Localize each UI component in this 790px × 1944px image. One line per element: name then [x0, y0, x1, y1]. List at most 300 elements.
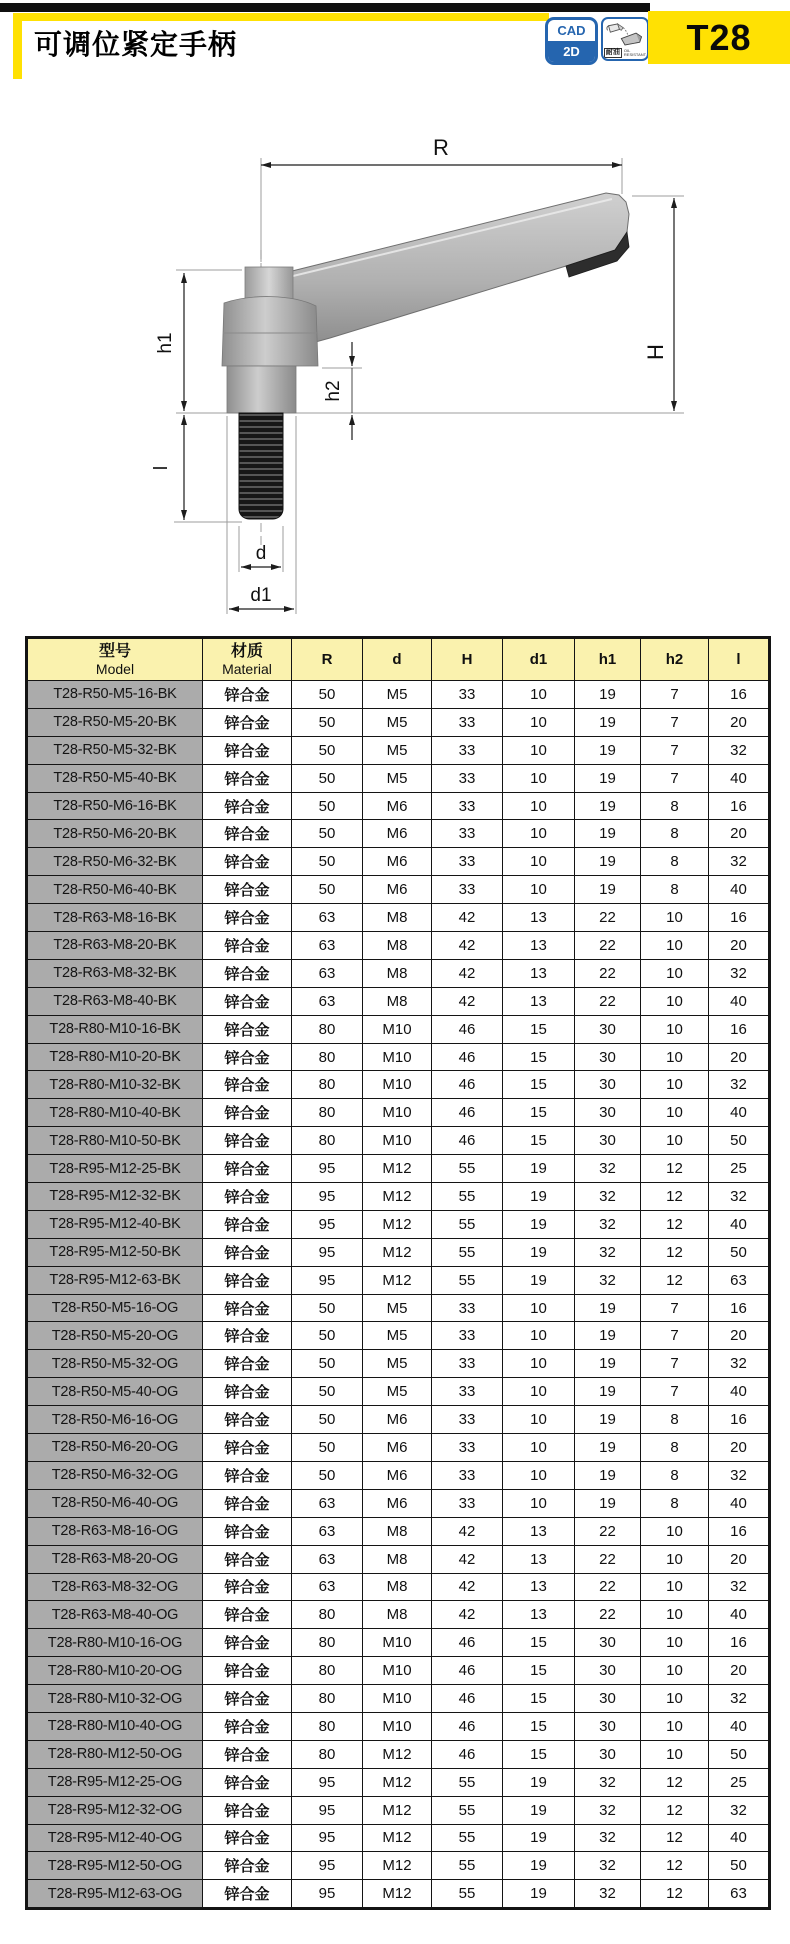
value-cell: M5 [363, 1322, 432, 1350]
value-cell: 7 [641, 1322, 709, 1350]
value-cell: 16 [709, 1517, 770, 1545]
value-cell: 22 [575, 904, 641, 932]
value-cell: 19 [575, 792, 641, 820]
table-row [27, 1294, 770, 1322]
value-cell: M6 [363, 1406, 432, 1434]
lower-hub [227, 366, 296, 413]
dim-label-d: d [255, 543, 267, 564]
value-cell: M6 [363, 1434, 432, 1462]
table-row [27, 1461, 770, 1489]
value-cell: 33 [432, 1489, 503, 1517]
value-cell: 42 [432, 1517, 503, 1545]
value-cell: 12 [641, 1266, 709, 1294]
value-cell: 42 [432, 1545, 503, 1573]
value-cell: 13 [503, 932, 575, 960]
material-cell: 锌合金 [203, 1740, 292, 1768]
value-cell: 80 [292, 1601, 363, 1629]
table-row [27, 1601, 770, 1629]
value-cell: 22 [575, 959, 641, 987]
model-cell: T28-R80-M10-50-BK [27, 1127, 203, 1155]
model-cell: T28-R50-M5-32-OG [27, 1350, 203, 1378]
value-cell: 19 [503, 1183, 575, 1211]
value-cell: 10 [503, 1406, 575, 1434]
value-cell: 33 [432, 1406, 503, 1434]
value-cell: 33 [432, 681, 503, 709]
spec-table [25, 636, 771, 1910]
value-cell: 13 [503, 959, 575, 987]
material-cell: 锌合金 [203, 932, 292, 960]
material-cell: 锌合金 [203, 1629, 292, 1657]
value-cell: 19 [575, 1406, 641, 1434]
value-cell: M10 [363, 1099, 432, 1127]
value-cell: 10 [641, 959, 709, 987]
material-cell: 锌合金 [203, 959, 292, 987]
value-cell: 15 [503, 1685, 575, 1713]
value-cell: 15 [503, 1071, 575, 1099]
value-cell: 50 [292, 1350, 363, 1378]
value-cell: 30 [575, 1712, 641, 1740]
value-cell: 50 [292, 1294, 363, 1322]
technical-drawing [0, 0, 790, 632]
model-cell: T28-R50-M6-16-OG [27, 1406, 203, 1434]
value-cell: 16 [709, 1406, 770, 1434]
value-cell: 55 [432, 1183, 503, 1211]
value-cell: 40 [709, 1378, 770, 1406]
value-cell: 63 [292, 987, 363, 1015]
value-cell: 20 [709, 820, 770, 848]
value-cell: 32 [709, 1573, 770, 1601]
value-cell: 13 [503, 1517, 575, 1545]
value-cell: M5 [363, 764, 432, 792]
value-cell: 40 [709, 1824, 770, 1852]
value-cell: M12 [363, 1880, 432, 1909]
value-cell: 50 [292, 1434, 363, 1462]
value-cell: 10 [641, 1043, 709, 1071]
table-row [27, 1573, 770, 1601]
table-row [27, 1517, 770, 1545]
value-cell: 46 [432, 1127, 503, 1155]
value-cell: 95 [292, 1155, 363, 1183]
value-cell: 10 [641, 1517, 709, 1545]
value-cell: 22 [575, 1573, 641, 1601]
value-cell: 46 [432, 1099, 503, 1127]
value-cell: 42 [432, 959, 503, 987]
value-cell: 33 [432, 1294, 503, 1322]
page-title: 可调位紧定手柄 [34, 29, 238, 60]
value-cell: 7 [641, 708, 709, 736]
value-cell: 20 [709, 1545, 770, 1573]
table-row [27, 792, 770, 820]
value-cell: M12 [363, 1824, 432, 1852]
value-cell: 50 [292, 1322, 363, 1350]
value-cell: 32 [709, 959, 770, 987]
model-cell: T28-R95-M12-50-BK [27, 1238, 203, 1266]
material-cell: 锌合金 [203, 1015, 292, 1043]
value-cell: 15 [503, 1015, 575, 1043]
value-cell: 42 [432, 904, 503, 932]
value-cell: 63 [292, 1517, 363, 1545]
value-cell: 46 [432, 1629, 503, 1657]
value-cell: 32 [709, 1685, 770, 1713]
value-cell: M12 [363, 1768, 432, 1796]
value-cell: 50 [292, 708, 363, 736]
value-cell: 10 [641, 1629, 709, 1657]
value-cell: M8 [363, 959, 432, 987]
value-cell: 50 [709, 1238, 770, 1266]
table-row [27, 1071, 770, 1099]
material-cell: 锌合金 [203, 1378, 292, 1406]
model-cell: T28-R63-M8-32-OG [27, 1573, 203, 1601]
material-cell: 锌合金 [203, 1545, 292, 1573]
value-cell: 63 [709, 1266, 770, 1294]
value-cell: M10 [363, 1127, 432, 1155]
table-row [27, 1545, 770, 1573]
value-cell: 33 [432, 1350, 503, 1378]
material-cell: 锌合金 [203, 1210, 292, 1238]
value-cell: 10 [503, 736, 575, 764]
model-cell: T28-R50-M5-16-BK [27, 681, 203, 709]
value-cell: 16 [709, 1294, 770, 1322]
value-cell: 95 [292, 1238, 363, 1266]
value-cell: 13 [503, 904, 575, 932]
value-cell: M10 [363, 1043, 432, 1071]
value-cell: M10 [363, 1712, 432, 1740]
value-cell: 55 [432, 1824, 503, 1852]
value-cell: 40 [709, 1489, 770, 1517]
value-cell: 15 [503, 1043, 575, 1071]
model-cell: T28-R95-M12-25-OG [27, 1768, 203, 1796]
value-cell: 50 [292, 820, 363, 848]
value-cell: 13 [503, 1573, 575, 1601]
value-cell: 32 [575, 1155, 641, 1183]
value-cell: 95 [292, 1880, 363, 1909]
value-cell: 15 [503, 1127, 575, 1155]
column-header: d1 [503, 638, 575, 681]
model-cell: T28-R95-M12-25-BK [27, 1155, 203, 1183]
value-cell: 80 [292, 1071, 363, 1099]
value-cell: 46 [432, 1015, 503, 1043]
model-cell: T28-R50-M6-20-BK [27, 820, 203, 848]
model-cell: T28-R95-M12-63-OG [27, 1880, 203, 1909]
value-cell: 32 [709, 1071, 770, 1099]
value-cell: 13 [503, 1545, 575, 1573]
value-cell: 40 [709, 1601, 770, 1629]
value-cell: M10 [363, 1071, 432, 1099]
material-cell: 锌合金 [203, 1685, 292, 1713]
value-cell: 30 [575, 1629, 641, 1657]
value-cell: 22 [575, 1517, 641, 1545]
material-cell: 锌合金 [203, 736, 292, 764]
value-cell: 40 [709, 987, 770, 1015]
material-cell: 锌合金 [203, 1266, 292, 1294]
value-cell: 32 [575, 1880, 641, 1909]
material-cell: 锌合金 [203, 1294, 292, 1322]
oil-resistant-en-label: OIL RESISTANT [623, 48, 647, 57]
model-cell: T28-R95-M12-40-BK [27, 1210, 203, 1238]
value-cell: 19 [575, 1294, 641, 1322]
value-cell: 7 [641, 1350, 709, 1378]
value-cell: 80 [292, 1712, 363, 1740]
value-cell: 32 [709, 1796, 770, 1824]
value-cell: 10 [503, 792, 575, 820]
value-cell: 10 [641, 1657, 709, 1685]
value-cell: 80 [292, 1657, 363, 1685]
value-cell: 42 [432, 1601, 503, 1629]
value-cell: M8 [363, 1573, 432, 1601]
value-cell: 8 [641, 1434, 709, 1462]
value-cell: 80 [292, 1629, 363, 1657]
value-cell: 10 [503, 708, 575, 736]
model-cell: T28-R63-M8-20-OG [27, 1545, 203, 1573]
table-row [27, 987, 770, 1015]
table-row [27, 904, 770, 932]
value-cell: 19 [503, 1824, 575, 1852]
value-cell: 7 [641, 764, 709, 792]
value-cell: 63 [292, 1489, 363, 1517]
value-cell: 63 [292, 1573, 363, 1601]
value-cell: 46 [432, 1712, 503, 1740]
material-cell: 锌合金 [203, 1517, 292, 1545]
column-header: h1 [575, 638, 641, 681]
value-cell: 42 [432, 987, 503, 1015]
value-cell: 20 [709, 932, 770, 960]
value-cell: 15 [503, 1099, 575, 1127]
value-cell: 30 [575, 1740, 641, 1768]
value-cell: 13 [503, 1601, 575, 1629]
model-cell: T28-R63-M8-16-BK [27, 904, 203, 932]
material-cell: 锌合金 [203, 1489, 292, 1517]
value-cell: 33 [432, 792, 503, 820]
table-row [27, 1657, 770, 1685]
value-cell: 20 [709, 1434, 770, 1462]
value-cell: 33 [432, 848, 503, 876]
value-cell: M6 [363, 1489, 432, 1517]
value-cell: M6 [363, 1461, 432, 1489]
value-cell: 10 [503, 764, 575, 792]
value-cell: 22 [575, 987, 641, 1015]
value-cell: M8 [363, 1517, 432, 1545]
table-row [27, 848, 770, 876]
material-cell: 锌合金 [203, 987, 292, 1015]
column-header: h2 [641, 638, 709, 681]
value-cell: 50 [709, 1852, 770, 1880]
model-cell: T28-R50-M6-32-BK [27, 848, 203, 876]
value-cell: M8 [363, 1545, 432, 1573]
product-code: T28 [686, 16, 752, 58]
value-cell: 10 [503, 1461, 575, 1489]
value-cell: 32 [709, 1183, 770, 1211]
value-cell: M6 [363, 876, 432, 904]
value-cell: 10 [641, 1545, 709, 1573]
material-cell: 锌合金 [203, 1322, 292, 1350]
value-cell: 55 [432, 1768, 503, 1796]
value-cell: 8 [641, 1461, 709, 1489]
value-cell: 46 [432, 1071, 503, 1099]
value-cell: 12 [641, 1155, 709, 1183]
value-cell: 19 [575, 1489, 641, 1517]
material-cell: 锌合金 [203, 1127, 292, 1155]
value-cell: 33 [432, 736, 503, 764]
dim-label-R: R [433, 135, 449, 160]
value-cell: 19 [503, 1238, 575, 1266]
table-row [27, 1489, 770, 1517]
value-cell: M10 [363, 1015, 432, 1043]
value-cell: 10 [503, 848, 575, 876]
table-row [27, 1712, 770, 1740]
table-row [27, 959, 770, 987]
table-row [27, 1099, 770, 1127]
value-cell: 50 [292, 1378, 363, 1406]
value-cell: 50 [292, 792, 363, 820]
column-header: 型号 Model [27, 638, 203, 681]
value-cell: 16 [709, 792, 770, 820]
model-cell: T28-R80-M10-16-BK [27, 1015, 203, 1043]
value-cell: M12 [363, 1210, 432, 1238]
value-cell: 32 [575, 1852, 641, 1880]
material-cell: 锌合金 [203, 1768, 292, 1796]
value-cell: 95 [292, 1210, 363, 1238]
value-cell: 10 [503, 876, 575, 904]
value-cell: M12 [363, 1740, 432, 1768]
value-cell: 32 [575, 1824, 641, 1852]
table-row [27, 1685, 770, 1713]
value-cell: 50 [709, 1740, 770, 1768]
table-row [27, 1183, 770, 1211]
value-cell: 50 [292, 876, 363, 904]
value-cell: 19 [503, 1768, 575, 1796]
value-cell: 32 [709, 1350, 770, 1378]
value-cell: 8 [641, 792, 709, 820]
value-cell: 33 [432, 820, 503, 848]
material-cell: 锌合金 [203, 792, 292, 820]
value-cell: 19 [575, 848, 641, 876]
value-cell: 40 [709, 764, 770, 792]
column-header: R [292, 638, 363, 681]
material-cell: 锌合金 [203, 1406, 292, 1434]
value-cell: 32 [575, 1266, 641, 1294]
value-cell: 16 [709, 681, 770, 709]
value-cell: 50 [292, 681, 363, 709]
table-row [27, 1266, 770, 1294]
model-cell: T28-R95-M12-50-OG [27, 1852, 203, 1880]
material-cell: 锌合金 [203, 1043, 292, 1071]
column-header: l [709, 638, 770, 681]
material-cell: 锌合金 [203, 681, 292, 709]
value-cell: 22 [575, 932, 641, 960]
value-cell: M8 [363, 904, 432, 932]
value-cell: 40 [709, 1210, 770, 1238]
value-cell: 13 [503, 987, 575, 1015]
value-cell: 19 [503, 1155, 575, 1183]
material-cell: 锌合金 [203, 876, 292, 904]
value-cell: 55 [432, 1238, 503, 1266]
column-header: d [363, 638, 432, 681]
model-cell: T28-R50-M6-40-OG [27, 1489, 203, 1517]
value-cell: 10 [503, 1378, 575, 1406]
value-cell: 19 [575, 1434, 641, 1462]
table-header-row [27, 638, 770, 681]
model-cell: T28-R50-M6-40-BK [27, 876, 203, 904]
value-cell: 19 [575, 820, 641, 848]
value-cell: 20 [709, 708, 770, 736]
material-cell: 锌合金 [203, 1434, 292, 1462]
value-cell: 55 [432, 1155, 503, 1183]
value-cell: 8 [641, 1489, 709, 1517]
dim-label-h1: h1 [155, 332, 176, 354]
value-cell: 19 [503, 1880, 575, 1909]
value-cell: 32 [575, 1796, 641, 1824]
value-cell: 10 [641, 1573, 709, 1601]
table-row [27, 1740, 770, 1768]
value-cell: 30 [575, 1071, 641, 1099]
value-cell: M5 [363, 1378, 432, 1406]
material-cell: 锌合金 [203, 1796, 292, 1824]
value-cell: 7 [641, 1378, 709, 1406]
model-cell: T28-R80-M10-20-OG [27, 1657, 203, 1685]
table-row [27, 1434, 770, 1462]
model-cell: T28-R80-M10-40-OG [27, 1712, 203, 1740]
value-cell: 50 [292, 848, 363, 876]
table-row [27, 876, 770, 904]
value-cell: 33 [432, 876, 503, 904]
value-cell: 12 [641, 1880, 709, 1909]
value-cell: 12 [641, 1796, 709, 1824]
value-cell: 63 [292, 959, 363, 987]
value-cell: M12 [363, 1266, 432, 1294]
value-cell: M6 [363, 792, 432, 820]
value-cell: 16 [709, 1629, 770, 1657]
value-cell: 10 [641, 987, 709, 1015]
material-cell: 锌合金 [203, 1099, 292, 1127]
value-cell: 50 [292, 1406, 363, 1434]
value-cell: 95 [292, 1852, 363, 1880]
value-cell: M12 [363, 1183, 432, 1211]
model-cell: T28-R50-M6-16-BK [27, 792, 203, 820]
table-row [27, 736, 770, 764]
value-cell: 10 [641, 1740, 709, 1768]
value-cell: 19 [503, 1852, 575, 1880]
value-cell: 22 [575, 1601, 641, 1629]
model-cell: T28-R80-M10-32-BK [27, 1071, 203, 1099]
value-cell: 46 [432, 1657, 503, 1685]
model-cell: T28-R95-M12-32-BK [27, 1183, 203, 1211]
value-cell: 50 [292, 764, 363, 792]
value-cell: 63 [292, 904, 363, 932]
value-cell: M8 [363, 987, 432, 1015]
value-cell: 15 [503, 1712, 575, 1740]
value-cell: 55 [432, 1796, 503, 1824]
model-cell: T28-R80-M10-40-BK [27, 1099, 203, 1127]
value-cell: 10 [641, 1127, 709, 1155]
value-cell: 10 [641, 1601, 709, 1629]
value-cell: 10 [641, 1015, 709, 1043]
value-cell: 55 [432, 1266, 503, 1294]
value-cell: 50 [709, 1127, 770, 1155]
value-cell: 80 [292, 1685, 363, 1713]
model-cell: T28-R63-M8-40-BK [27, 987, 203, 1015]
model-cell: T28-R50-M5-40-OG [27, 1378, 203, 1406]
value-cell: 33 [432, 1461, 503, 1489]
value-cell: 15 [503, 1629, 575, 1657]
model-cell: T28-R63-M8-16-OG [27, 1517, 203, 1545]
table-row [27, 1210, 770, 1238]
material-cell: 锌合金 [203, 904, 292, 932]
value-cell: 80 [292, 1740, 363, 1768]
value-cell: 19 [575, 1378, 641, 1406]
value-cell: 19 [575, 708, 641, 736]
value-cell: M10 [363, 1629, 432, 1657]
value-cell: 20 [709, 1657, 770, 1685]
